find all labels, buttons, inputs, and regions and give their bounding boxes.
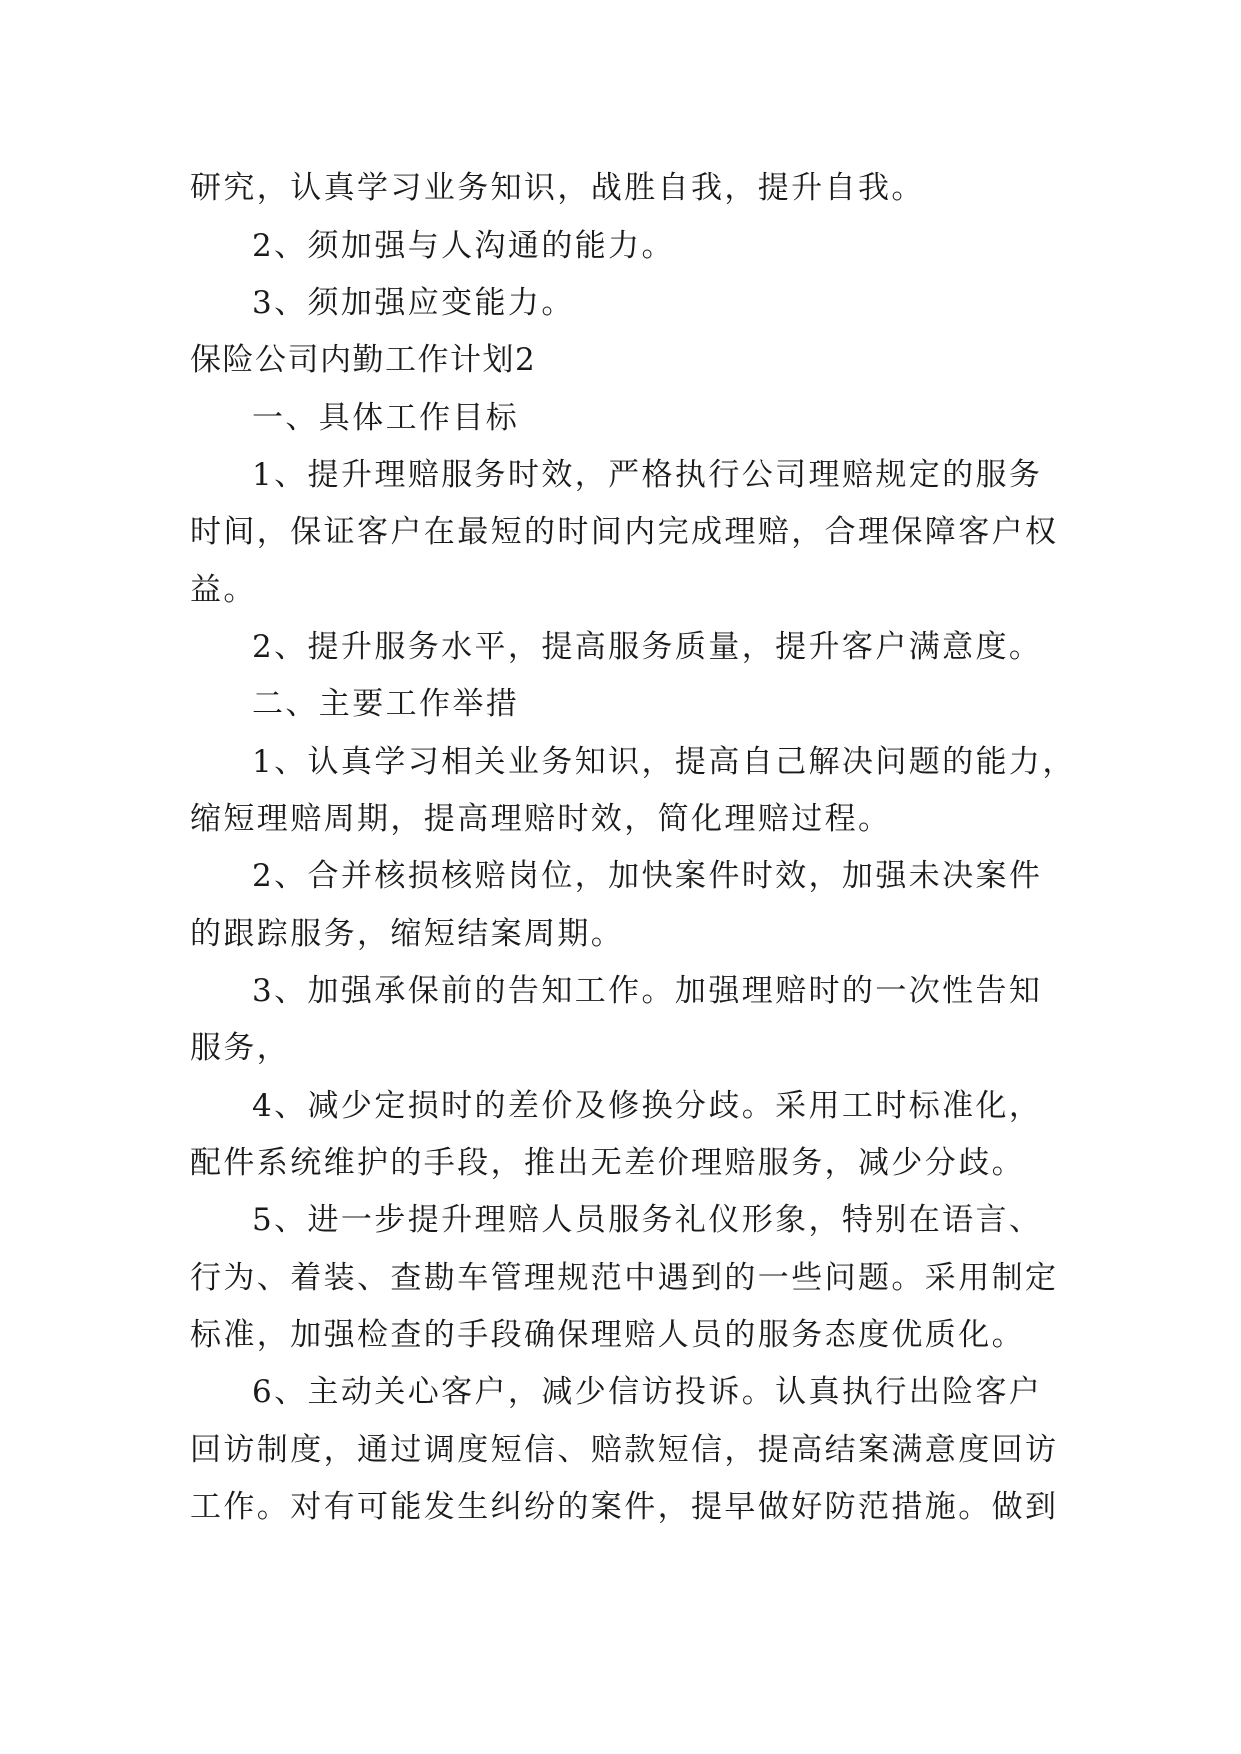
text-line: 6、主动关心客户，减少信访投诉。认真执行出险客户 <box>252 1374 1043 1410</box>
section-heading: 二、主要工作举措 <box>252 686 520 722</box>
text-line: 1、提升理赔服务时效，严格执行公司理赔规定的服务 <box>252 457 1043 493</box>
text-line: 4、减少定损时的差价及修换分歧。采用工时标准化， <box>252 1088 1043 1124</box>
text-line: 服务， <box>190 1030 291 1066</box>
text-line: 行为、着装、查勘车管理规范中遇到的一些问题。采用制定 <box>190 1260 1059 1296</box>
text-line: 时间，保证客户在最短的时间内完成理赔，合理保障客户权 <box>190 514 1059 550</box>
text-line: 2、提升服务水平，提高服务质量，提升客户满意度。 <box>252 629 1043 665</box>
text-line: 1、认真学习相关业务知识，提高自己解决问题的能力， <box>252 744 1076 780</box>
section-title: 保险公司内勤工作计划2 <box>190 342 537 378</box>
text-line: 回访制度，通过调度短信、赔款短信，提高结案满意度回访 <box>190 1432 1059 1468</box>
section-heading: 一、具体工作目标 <box>252 400 520 436</box>
text-line: 5、进一步提升理赔人员服务礼仪形象，特别在语言、 <box>252 1202 1043 1238</box>
text-line: 3、须加强应变能力。 <box>252 285 575 321</box>
text-line: 工作。对有可能发生纠纷的案件，提早做好防范措施。做到 <box>190 1489 1059 1525</box>
text-line: 的跟踪服务，缩短结案周期。 <box>190 916 625 952</box>
text-line: 研究，认真学习业务知识，战胜自我，提升自我。 <box>190 170 925 206</box>
text-line: 2、合并核损核赔岗位，加快案件时效，加强未决案件 <box>252 858 1043 894</box>
text-line: 2、须加强与人沟通的能力。 <box>252 228 675 264</box>
text-line: 缩短理赔周期，提高理赔时效，简化理赔过程。 <box>190 801 892 837</box>
text-line: 益。 <box>190 572 257 608</box>
text-line: 标准，加强检查的手段确保理赔人员的服务态度优质化。 <box>190 1317 1025 1353</box>
text-line: 配件系统维护的手段，推出无差价理赔服务，减少分歧。 <box>190 1145 1025 1181</box>
text-line: 3、加强承保前的告知工作。加强理赔时的一次性告知 <box>252 973 1043 1009</box>
